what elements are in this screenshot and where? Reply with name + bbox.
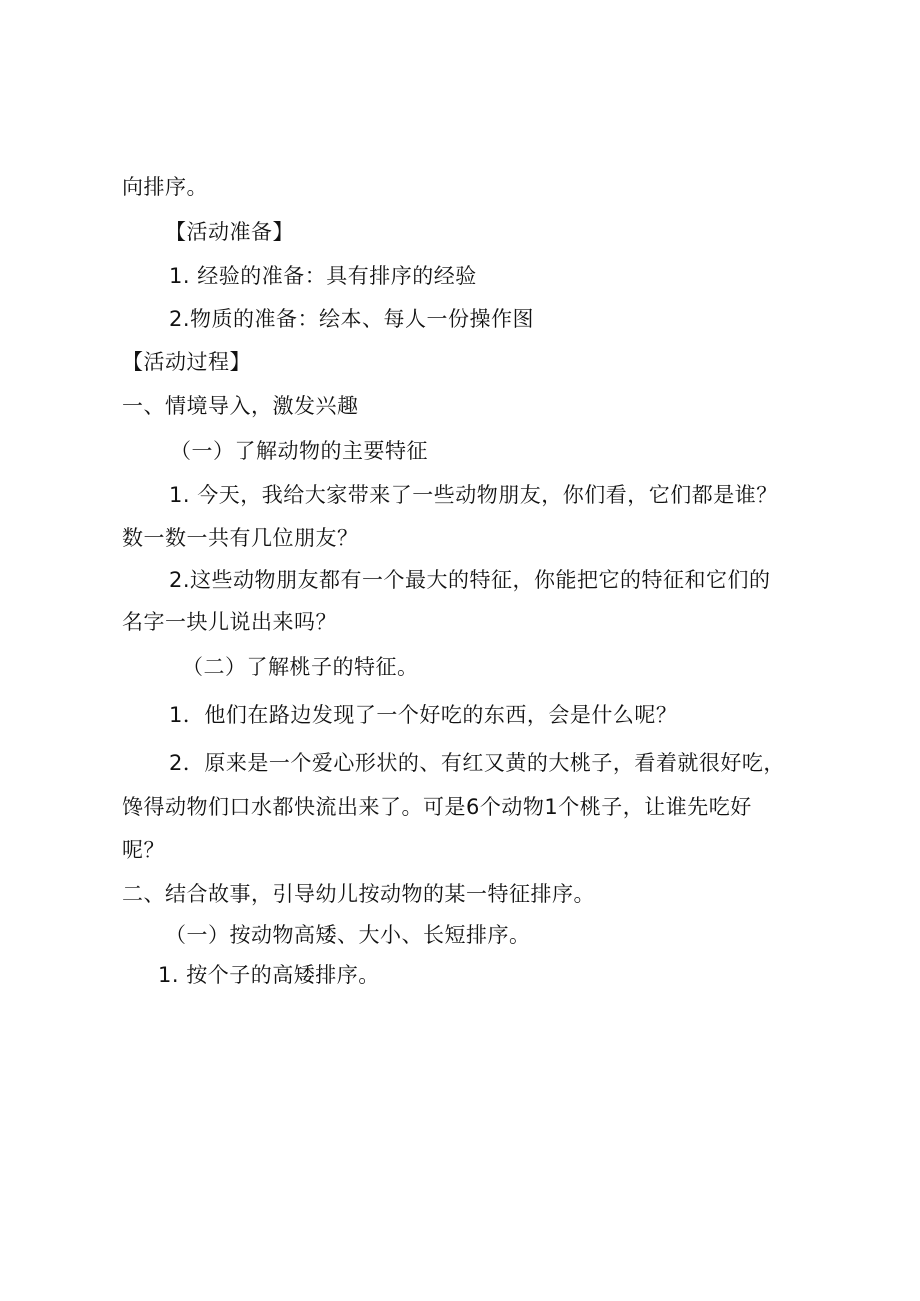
subsection-1-2-title: （二）了解桃子的特征。 [182,655,419,679]
paragraph-1-1-1-line-1: 1. 今天，我给大家带来了一些动物朋友，你们看，它们都是谁？ [169,483,778,507]
subsection-2-1-title: （一）按动物高矮、大小、长短排序。 [165,923,531,947]
heading-activity-process: 【活动过程】 [122,350,251,374]
paragraph-2-1-1: 1. 按个子的高矮排序。 [158,963,380,987]
section-2-title: 二、结合故事，引导幼儿按动物的某一特征排序。 [122,882,595,906]
prep-item-2: 2.物质的准备：绘本、每人一份操作图 [169,307,535,331]
paragraph-1-2-1: 1．他们在路边发现了一个好吃的东西，会是什么呢？ [169,703,678,727]
paragraph-1-2-2-line-3: 呢？ [122,838,165,862]
paragraph-1-2-2-line-1: 2．原来是一个爱心形状的、有红又黄的大桃子，看着就很好吃， [169,751,785,775]
text-line-continuation: 向排序。 [122,175,208,199]
section-1-title: 一、情境导入，激发兴趣 [122,394,359,418]
paragraph-1-1-2-line-1: 2.这些动物朋友都有一个最大的特征，你能把它的特征和它们的 [169,568,771,592]
paragraph-1-2-2-line-2: 馋得动物们口水都快流出来了。可是6个动物1个桃子，让谁先吃好 [122,795,752,819]
subsection-1-1-title: （一）了解动物的主要特征 [170,439,428,463]
paragraph-1-1-1-line-2: 数一数一共有几位朋友？ [122,526,359,550]
prep-item-1: 1. 经验的准备：具有排序的经验 [169,264,477,288]
paragraph-1-1-2-line-2: 名字一块儿说出来吗？ [122,610,337,634]
heading-activity-preparation: 【活动准备】 [165,220,294,244]
